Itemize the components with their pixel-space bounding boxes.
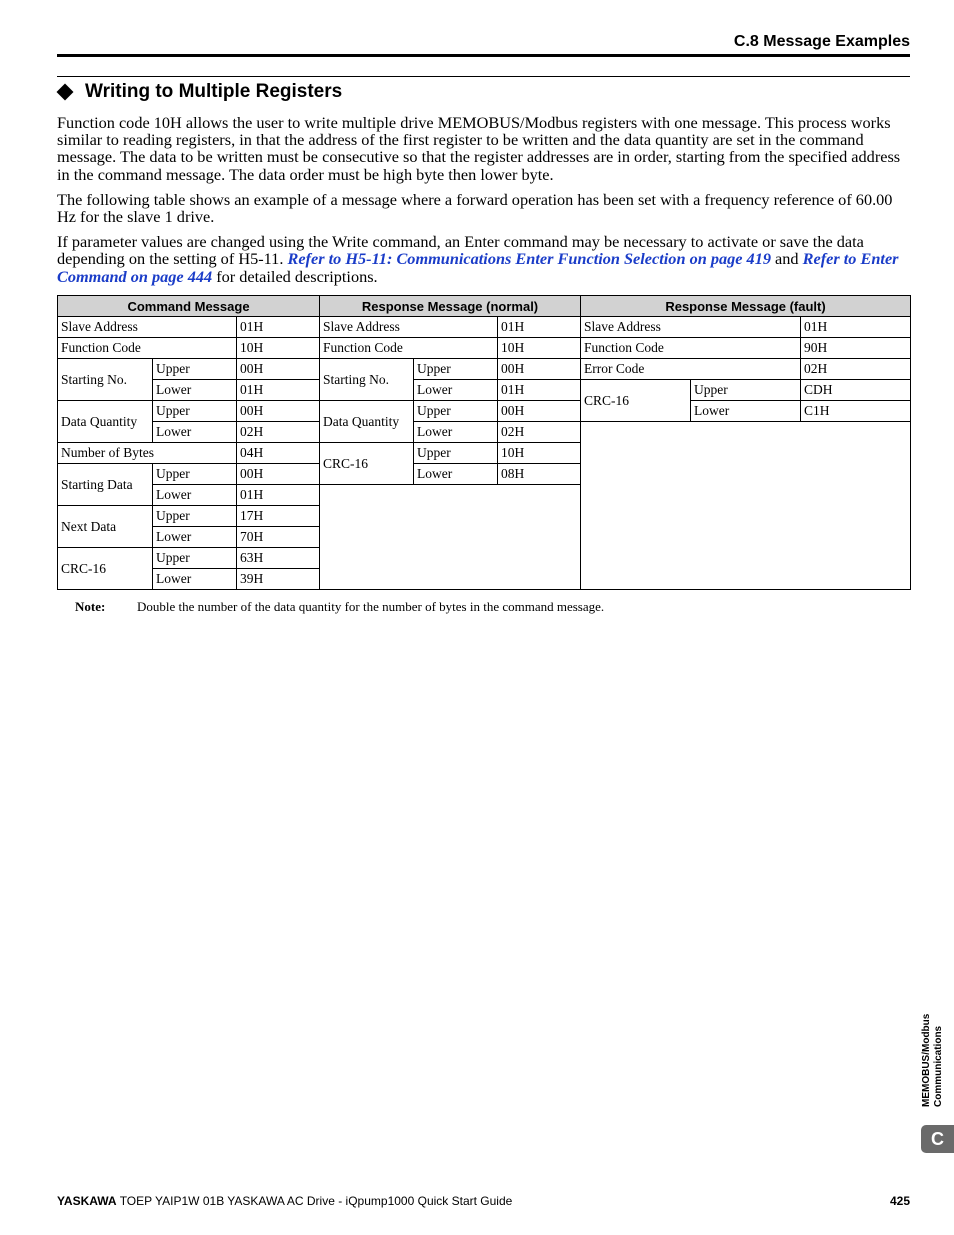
paragraph-3-text-a: If parameter values are changed using the Write command, an Enter command may be necessary to activate or save the data depending on the setting of H5-11. (57, 232, 864, 269)
table-cell: Lower (153, 422, 237, 443)
table-cell: Function Code (581, 338, 801, 359)
header-response-normal: Response Message (normal) (320, 296, 581, 317)
table-cell: Lower (414, 464, 498, 485)
table-cell: Lower (153, 569, 237, 590)
table-cell: 00H (237, 359, 320, 380)
section-title: Writing to Multiple Registers (85, 81, 343, 102)
table-cell: Upper (153, 401, 237, 422)
diamond-bullet-icon (57, 84, 74, 101)
table-cell: CRC-16 (320, 443, 414, 485)
table-cell: 02H (498, 422, 581, 443)
paragraph-2: The following table shows an example of a message where a forward operation has been set with a frequency reference of 60.00 Hz for the slave 1 drive. (57, 189, 893, 227)
table-cell: Lower (153, 485, 237, 506)
table-cell: Upper (153, 464, 237, 485)
table-cell: Next Data (58, 506, 153, 548)
table-cell: Number of Bytes (58, 443, 237, 464)
table-cell: Upper (414, 359, 498, 380)
table-cell: Function Code (320, 338, 498, 359)
table-row (58, 401, 911, 422)
table-cell: CRC-16 (581, 380, 691, 422)
table-cell: 08H (498, 464, 581, 485)
table-header-row (58, 296, 911, 317)
table-row (58, 317, 911, 338)
table-cell: Lower (414, 380, 498, 401)
side-label-line-2: Communications (933, 1025, 944, 1107)
link-enter-command[interactable]: Refer to Enter Command on page 444 (57, 249, 899, 286)
table-cell: 02H (801, 359, 911, 380)
table-cell: 10H (498, 443, 581, 464)
header-command-message: Command Message (58, 296, 320, 317)
note-label: Note: (75, 599, 106, 614)
table-cell: Slave Address (58, 317, 237, 338)
table-cell: CDH (801, 380, 911, 401)
section-rule (57, 76, 910, 77)
table-cell: Upper (153, 359, 237, 380)
table-cell: Slave Address (320, 317, 498, 338)
table-cell: Slave Address (581, 317, 801, 338)
table-cell: Starting No. (320, 359, 414, 401)
footer-brand: YASKAWA (57, 1194, 117, 1208)
table-cell: 01H (498, 380, 581, 401)
table-cell: 04H (237, 443, 320, 464)
header-rule (57, 54, 910, 57)
table-cell: Function Code (58, 338, 237, 359)
link-h5-11[interactable]: Refer to H5-11: Communications Enter Function Selection on page 419 (287, 249, 771, 269)
table-cell: Data Quantity (320, 401, 414, 443)
table-cell: CRC-16 (58, 548, 153, 590)
body-text (57, 114, 910, 293)
section-heading (57, 81, 342, 103)
paragraph-1: Function code 10H allows the user to write multiple drive MEMOBUS/Modbus registers with one message. This process works similar to reading registers, in that the address of the first register to be written and the data quantity are set in the command message. The data to be written must be consecutive so that the register addresses are in order, starting from the specified address in the command message. The data order must be high byte then lower byte. (57, 113, 901, 184)
empty-cell (320, 485, 581, 590)
table-cell: 02H (237, 422, 320, 443)
table-cell: 01H (237, 380, 320, 401)
table-cell: 10H (237, 338, 320, 359)
table-cell: Upper (153, 548, 237, 569)
table-cell: Upper (414, 443, 498, 464)
table-cell: 01H (237, 317, 320, 338)
table-row (58, 359, 911, 380)
table-row (58, 338, 911, 359)
running-header: C.8 Message Examples (733, 33, 910, 50)
table-cell: 70H (237, 527, 320, 548)
table-cell: Upper (691, 380, 801, 401)
empty-cell (581, 422, 911, 590)
table-cell: C1H (801, 401, 911, 422)
table-cell: Starting Data (58, 464, 153, 506)
table-cell: 63H (237, 548, 320, 569)
chapter-tab: C (921, 1125, 954, 1153)
table-cell: Lower (414, 422, 498, 443)
side-label-line-1: MEMOBUS/Modbus (921, 1013, 932, 1107)
table-cell: Upper (153, 506, 237, 527)
page-footer (57, 1194, 512, 1208)
table-cell: Lower (153, 380, 237, 401)
table-cell: 90H (801, 338, 911, 359)
table-note (75, 599, 604, 615)
table-cell: Starting No. (58, 359, 153, 401)
table-cell: 00H (237, 464, 320, 485)
header-response-fault: Response Message (fault) (581, 296, 911, 317)
table-cell: Data Quantity (58, 401, 153, 443)
paragraph-3-text-b: and (770, 249, 803, 269)
page-number: 425 (889, 1194, 910, 1208)
table-cell: Error Code (581, 359, 801, 380)
table-cell: Lower (691, 401, 801, 422)
table-cell: 01H (237, 485, 320, 506)
table-cell: 00H (498, 359, 581, 380)
table-row (58, 380, 911, 401)
note-text: Double the number of the data quantity for the number of bytes in the command message. (137, 599, 605, 614)
table-cell: 17H (237, 506, 320, 527)
table-cell: 01H (498, 317, 581, 338)
table-cell: 00H (498, 401, 581, 422)
table-cell: 01H (801, 317, 911, 338)
footer-doc-title: TOEP YAIP1W 01B YASKAWA AC Drive - iQpump1000 Quick Start Guide (116, 1194, 513, 1208)
table-cell: 00H (237, 401, 320, 422)
table-row (58, 422, 911, 443)
paragraph-3-text-c: for detailed descriptions. (212, 266, 378, 286)
chapter-side-label (921, 997, 951, 1107)
paragraph-3 (57, 233, 910, 285)
table-cell: Lower (153, 527, 237, 548)
table-cell: Upper (414, 401, 498, 422)
table-cell: 10H (498, 338, 581, 359)
table-cell: 39H (237, 569, 320, 590)
register-message-table (57, 295, 911, 590)
